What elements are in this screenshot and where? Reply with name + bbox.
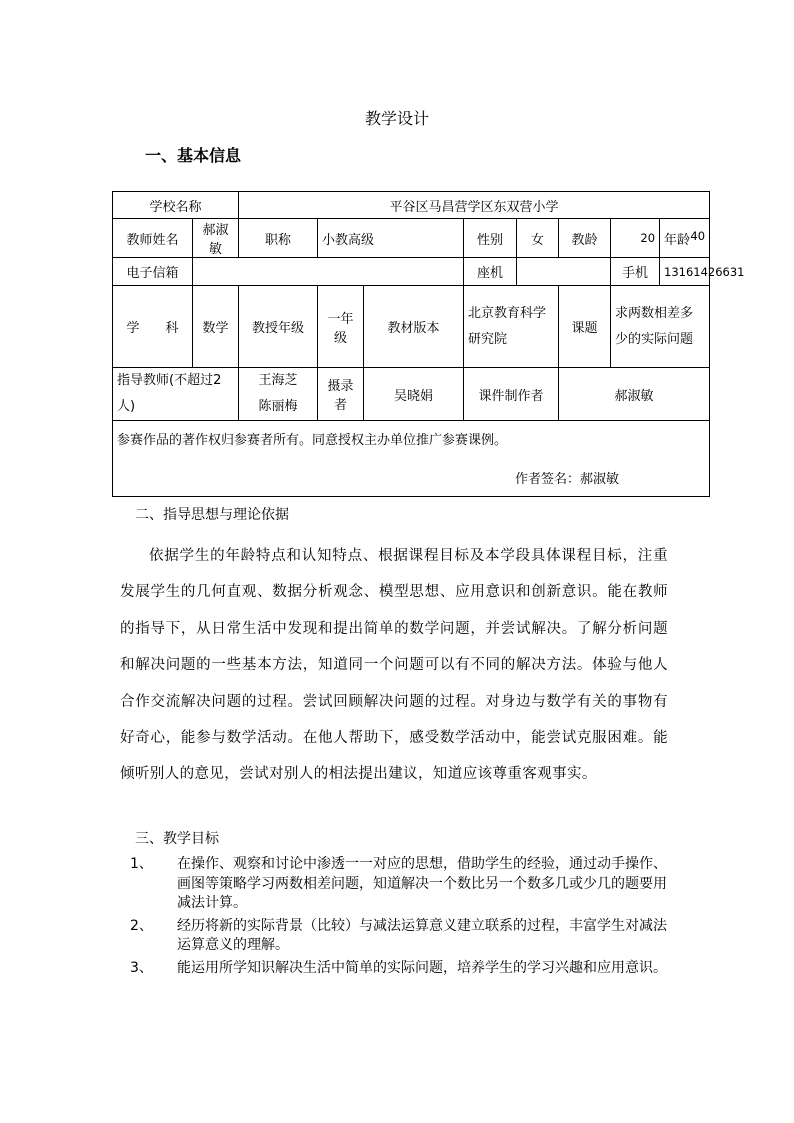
basic-info-table <box>112 191 745 497</box>
recorder-label: 摄录者 <box>318 368 364 421</box>
topic-label: 课题 <box>559 286 611 368</box>
goal-item <box>130 855 670 914</box>
author-signature: 作者签名：郝淑敏 <box>515 472 620 487</box>
goal-number: 3、 <box>130 959 153 976</box>
textbook-edition-label: 教材版本 <box>364 286 464 368</box>
section-basic-info-heading: 一、基本信息 <box>145 146 242 165</box>
email-value <box>193 258 464 286</box>
teacher-name-value: 郝淑敏 <box>193 219 239 258</box>
mentor-names <box>239 368 318 421</box>
email-label: 电子信箱 <box>113 258 193 286</box>
mobile-value: 13161426631 <box>660 258 710 286</box>
subject-label: 学 科 <box>113 286 193 368</box>
mentor-name-1: 王海芝 <box>258 373 298 388</box>
goal-item <box>130 917 670 956</box>
section-teaching-goals-heading: 三、教学目标 <box>135 831 219 847</box>
teacher-name-label: 教师姓名 <box>113 219 193 258</box>
goal-item <box>130 959 670 979</box>
document-title: 教学设计 <box>364 109 429 128</box>
landline-value <box>517 258 611 286</box>
copyright-note: 参赛作品的著作权归参赛者所有。同意授权主办单位推广参赛课例。 <box>117 433 508 448</box>
goal-number: 1、 <box>130 856 153 872</box>
teaching-years-label: 教龄 <box>559 219 611 258</box>
courseware-maker-label: 课件制作者 <box>464 368 559 421</box>
grade-value: 一年级 <box>318 286 364 368</box>
topic-value: 求两数相差多少的实际问题 <box>611 286 710 368</box>
goal-number: 2、 <box>130 917 153 934</box>
goal-text: 能运用所学知识解决生活中简单的实际问题，培养学生的学习兴趣和应用意识。 <box>177 959 667 976</box>
job-title-label: 职称 <box>239 219 318 258</box>
grade-label: 教授年级 <box>239 286 318 368</box>
age-value: 40 <box>690 228 706 243</box>
school-name-label: 学校名称 <box>113 192 239 219</box>
goal-text: 经历将新的实际背景（比较）与减法运算意义建立联系的过程，丰富学生对减法运算意义的理解。 <box>177 917 667 953</box>
goal-text: 在操作、观察和讨论中渗透一一对应的思想，借助学生的经验，通过动手操作、画图等策略学习两数相差问题，知道解决一个数比另一个数多几或少几的题要用减法计算。 <box>177 856 667 911</box>
age-cell <box>660 219 710 258</box>
courseware-maker-value: 郝淑敏 <box>559 368 710 421</box>
gender-label: 性别 <box>464 219 517 258</box>
job-title-value: 小教高级 <box>318 219 464 258</box>
copyright-cell <box>113 421 710 497</box>
textbook-edition-value: 北京教育科学研究院 <box>464 286 559 368</box>
teaching-years-value: 20 <box>611 219 660 258</box>
mobile-label: 手机 <box>611 258 660 286</box>
school-name-value: 平谷区马昌营学区东双营小学 <box>239 192 710 219</box>
mentor-name-2: 陈丽梅 <box>258 399 298 414</box>
guiding-ideas-paragraph: 依据学生的年龄特点和认知特点、根据课程目标及本学段具体课程目标，注重发展学生的几何直观、数据分析观念、模型思想、应用意识和创新意识。能在教师的指导下，从日常生活中发现和提出简单的数学问题，并尝试解决。了解分析问题和解决问题的一些基本方法，知道同一个问题可以有不同的解决方法。体验与他人合作交流解决问题的过程。尝试回顾解决问题的过程。对身边与数学有关的事物有好奇心，能参与数学活动。在他人帮助下，感受数学活动中，能尝试克服困难。能倾听别人的意见，尝试对别人的相法提出建议，知道应该尊重客观事实。 <box>120 548 668 783</box>
teaching-goals-list <box>130 855 670 981</box>
landline-label: 座机 <box>464 258 517 286</box>
section-guiding-ideas-heading: 二、指导思想与理论依据 <box>135 507 289 523</box>
mentor-label: 指导教师(不超过2人) <box>113 368 239 421</box>
gender-value: 女 <box>517 219 559 258</box>
recorder-value: 吴晓娟 <box>364 368 464 421</box>
subject-value: 数学 <box>193 286 239 368</box>
age-label: 年龄 <box>664 232 691 248</box>
